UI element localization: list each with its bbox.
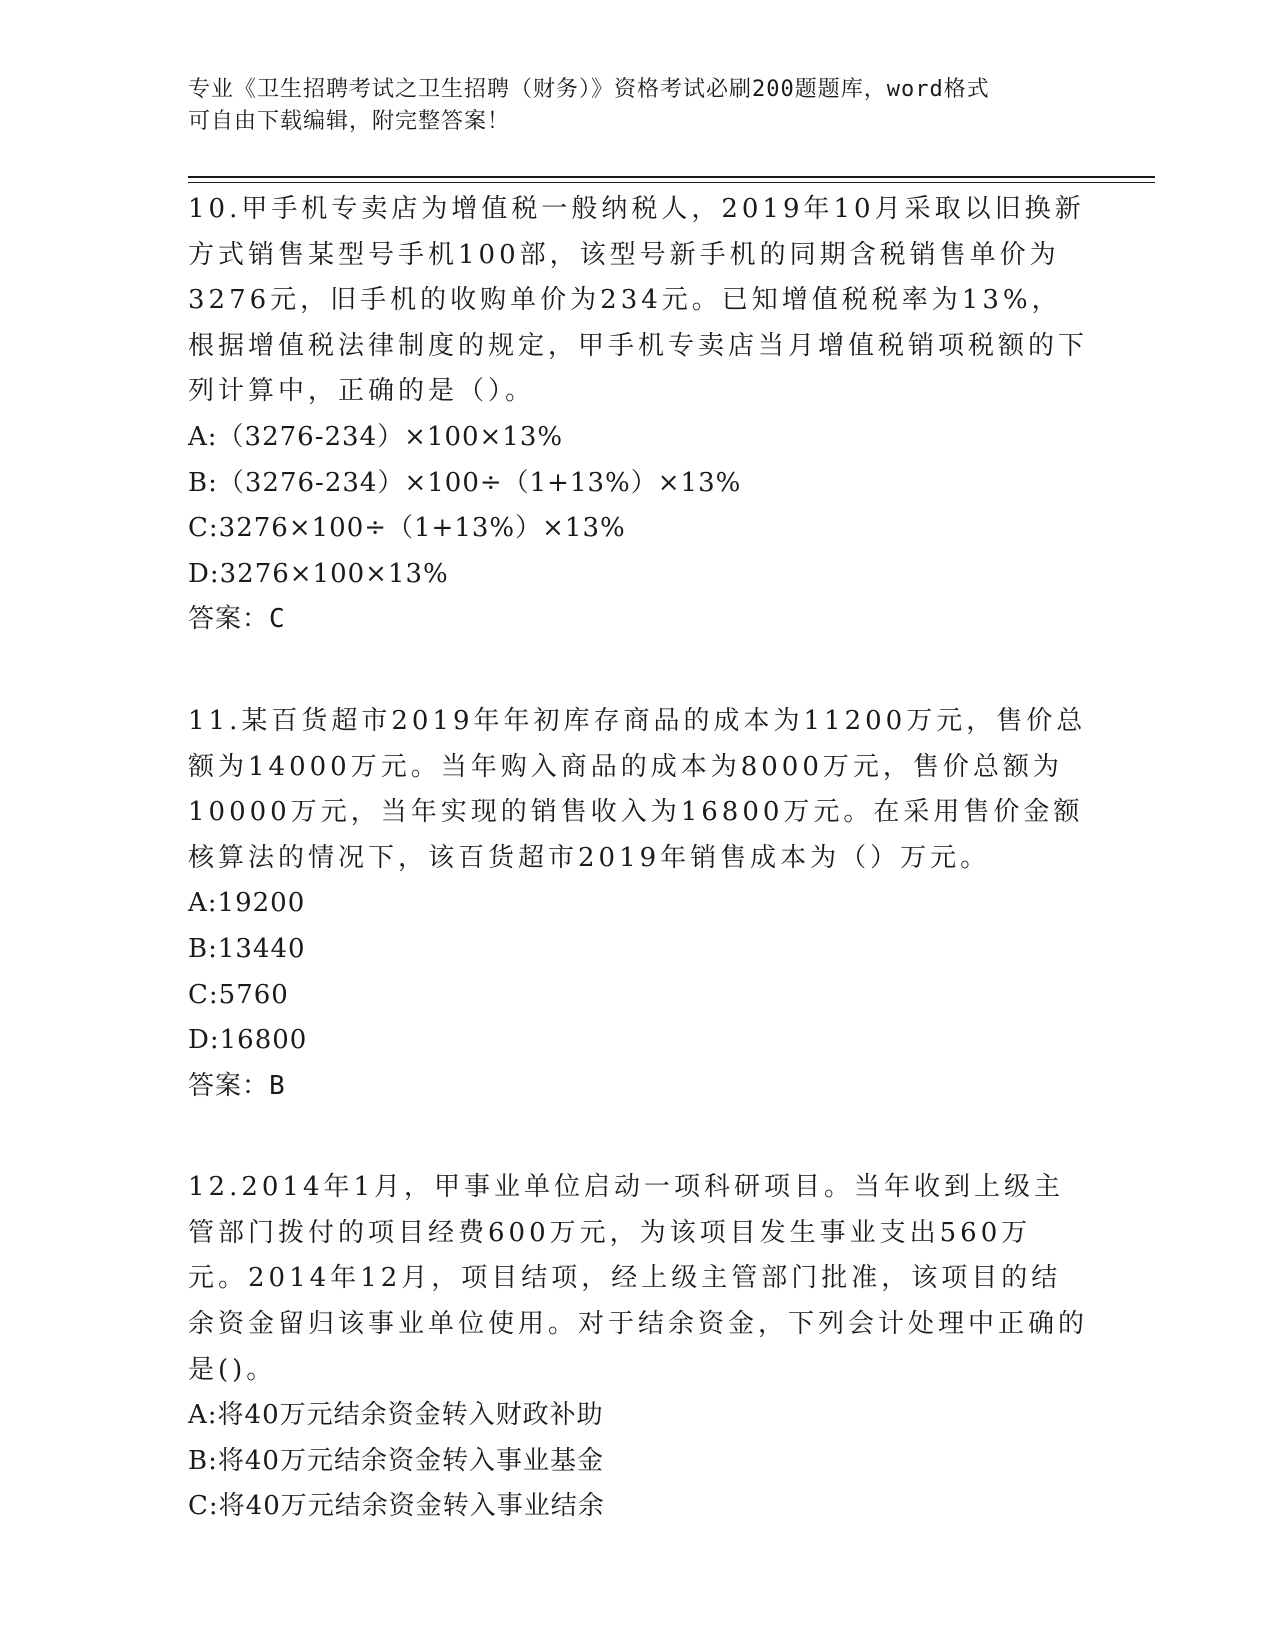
header-line-1: 专业《卫生招聘考试之卫生招聘（财务）》资格考试必刷200题题库，word格式: [188, 77, 990, 102]
document-header: [188, 74, 1088, 138]
question-stem: 12.2014年1月，甲事业单位启动一项科研项目。当年收到上级主管部门拨付的项目经费600万元，为该项目发生事业支出560万元。2014年12月，项目结项，经上级主管部门批准，该项目的结余资金留归该事业单位使用。对于结余资金，下列会计处理中正确的是()。: [188, 1172, 1089, 1385]
option-list: [188, 415, 1088, 597]
option-a: A:将40万元结余资金转入财政补助: [188, 1400, 604, 1431]
option-a: A:（3276-234）×100×13%: [188, 421, 564, 452]
header-divider-thin: [188, 182, 1155, 183]
question-stem: 11.某百货超市2019年年初库存商品的成本为11200万元，售价总额为14000万元。当年购入商品的成本为8000万元，售价总额为10000万元，当年实现的销售收入为16800万元。在采用售价金额核算法的情况下，该百货超市2019年销售成本为（）万元。: [188, 705, 1087, 873]
option-b: B:13440: [188, 933, 306, 964]
option-c: C:3276×100÷（1+13%）×13%: [188, 513, 626, 544]
option-c: C:5760: [188, 979, 289, 1010]
option-a: A:19200: [188, 888, 306, 919]
option-d: D:16800: [188, 1025, 308, 1056]
option-d: D:3276×100×13%: [188, 558, 449, 589]
header-line-2: 可自由下载编辑，附完整答案！: [188, 109, 511, 134]
option-list: [188, 1393, 1088, 1530]
answer: 答案：C: [188, 604, 286, 635]
answer: 答案：B: [188, 1070, 286, 1101]
question-12: [188, 1165, 1088, 1530]
header-divider-thick: [188, 176, 1155, 178]
option-b: B:将40万元结余资金转入事业基金: [188, 1445, 604, 1476]
option-list: [188, 881, 1088, 1063]
question-list: [188, 187, 1088, 1586]
question-11: [188, 699, 1088, 1109]
option-b: B:（3276-234）×100÷（1+13%）×13%: [188, 467, 742, 498]
question-10: [188, 187, 1088, 643]
option-c: C:将40万元结余资金转入事业结余: [188, 1491, 605, 1522]
question-stem: 10.甲手机专卖店为增值税一般纳税人，2019年10月采取以旧换新方式销售某型号手机100部，该型号新手机的同期含税销售单价为3276元，旧手机的收购单价为234元。已知增值税税率为13%，根据增值税法律制度的规定，甲手机专卖店当月增值税销项税额的下列计算中，正确的是（）。: [188, 194, 1089, 407]
